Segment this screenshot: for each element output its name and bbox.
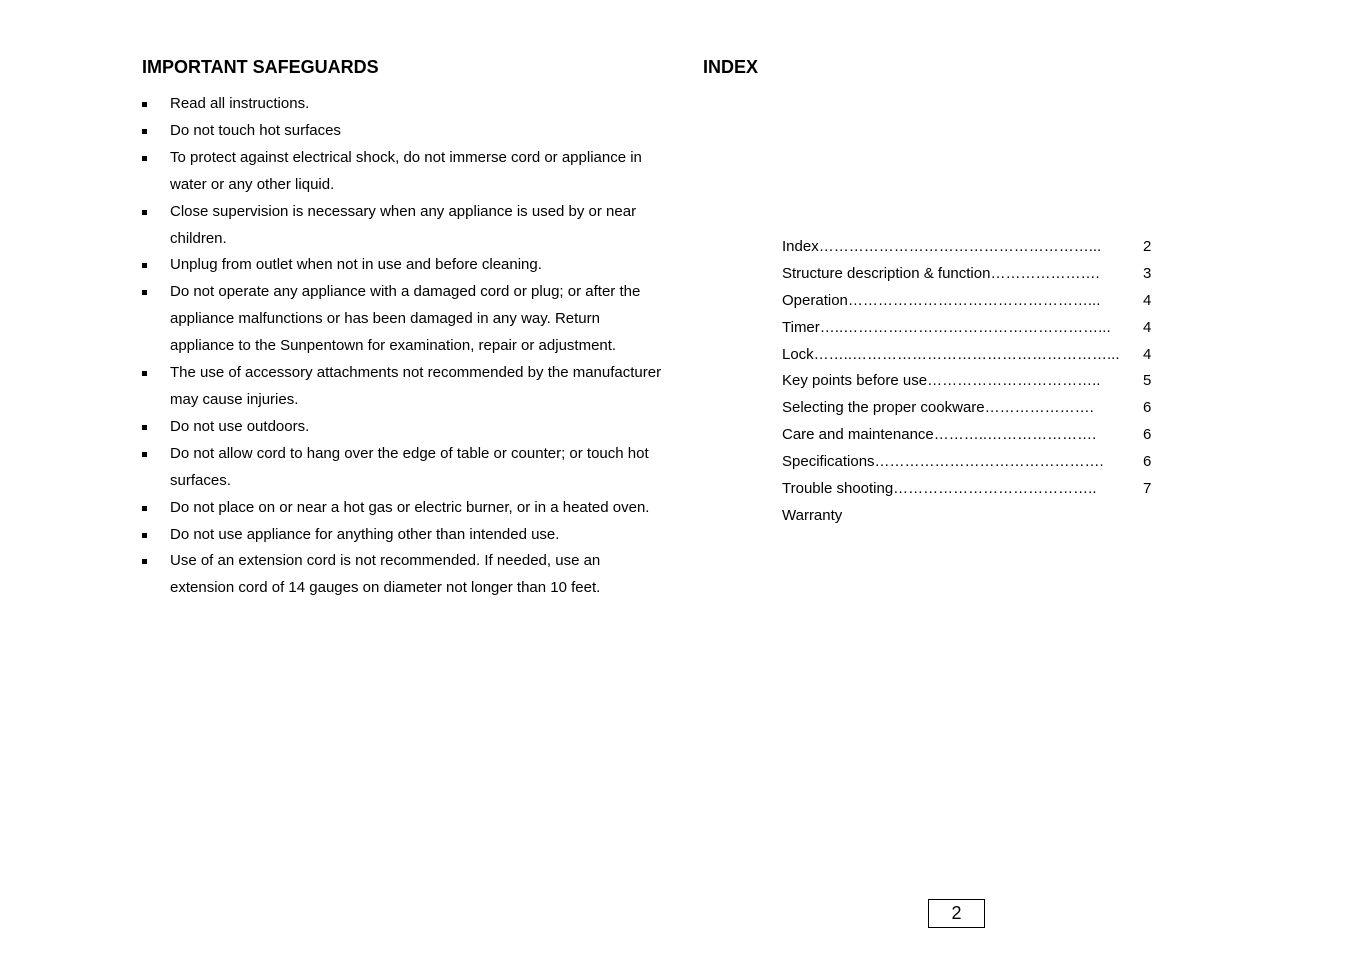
safeguard-text: Do not use appliance for anything other than intended use. [170, 525, 560, 543]
toc-entry [782, 234, 1162, 261]
bullet-icon [142, 506, 147, 511]
safeguard-item [142, 91, 662, 118]
toc-entry-label: Warranty [782, 506, 843, 524]
bullet-icon [142, 425, 147, 430]
safeguard-text: Do not operate any appliance with a damaged cord or plug; or after the appliance malfunctions or has been damaged in any way. Return appliance to the Sunpentown for examination, repair or adjustment. [170, 283, 641, 355]
toc-entry-label: Timer…..……………………………………………... [782, 318, 1111, 336]
toc-entry-label: Selecting the proper cookware…………………. [782, 399, 1094, 417]
toc-entry-page: 4 [1143, 291, 1152, 309]
safeguard-text: Read all instructions. [170, 95, 310, 112]
safeguards-list [142, 91, 662, 602]
safeguard-item [142, 199, 662, 253]
safeguard-text: Do not allow cord to hang over the edge of table or counter; or touch hot surfaces. [170, 444, 649, 489]
bullet-icon [142, 102, 147, 107]
toc-entry [782, 261, 1162, 288]
toc-entry-page: 4 [1143, 345, 1152, 363]
bullet-icon [142, 290, 147, 295]
toc-entry-page: 7 [1143, 480, 1152, 498]
safeguard-text: Do not touch hot surfaces [170, 121, 341, 139]
toc-entry [782, 422, 1162, 449]
toc-entry-page: 4 [1143, 318, 1152, 336]
index-table-of-contents [782, 234, 1162, 530]
toc-entry [782, 288, 1162, 315]
safeguard-text: Use of an extension cord is not recommended. If needed, use an extension cord of 14 gauges on diameter not longer than 10 feet. [170, 552, 601, 597]
toc-entry-label: Lock……..……………………………………………... [782, 345, 1120, 363]
toc-entry-page: 6 [1143, 399, 1152, 417]
page-number-box: 2 [928, 899, 985, 928]
safeguard-item [142, 495, 662, 522]
toc-entry [782, 368, 1162, 395]
toc-entry-page: 6 [1143, 453, 1152, 471]
toc-entry [782, 476, 1162, 503]
bullet-icon [142, 533, 147, 538]
safeguard-item [142, 522, 662, 549]
toc-entry [782, 342, 1162, 369]
safeguard-text: Do not place on or near a hot gas or electric burner, or in a heated oven. [170, 498, 650, 516]
toc-entry-label: Operation…………………………………………... [782, 291, 1101, 309]
toc-entry [782, 315, 1162, 342]
safeguard-item [142, 548, 662, 602]
toc-entry-label: Key points before use…………………………….. [782, 372, 1101, 390]
bullet-icon [142, 371, 147, 376]
bullet-icon [142, 559, 147, 564]
safeguard-item [142, 279, 662, 360]
safeguard-text: To protect against electrical shock, do not immerse cord or appliance in water or any other liquid. [170, 148, 642, 193]
toc-entry-label: Care and maintenance………..…………………. [782, 426, 1097, 444]
toc-entry-page: 6 [1143, 426, 1152, 444]
safeguard-item [142, 118, 662, 145]
toc-entry-label: Index………………………………………………... [782, 238, 1102, 255]
bullet-icon [142, 210, 147, 215]
safeguard-item [142, 145, 662, 199]
toc-entry-page: 3 [1143, 264, 1152, 282]
toc-entry [782, 449, 1162, 476]
toc-entry-page: 5 [1143, 372, 1152, 390]
bullet-icon [142, 263, 147, 268]
safeguard-item [142, 414, 662, 441]
toc-entry-label: Specifications………………………………………. [782, 453, 1104, 471]
toc-entry-label: Trouble shooting………………………………….. [782, 480, 1097, 498]
toc-entry [782, 503, 1162, 530]
safeguard-item [142, 441, 662, 495]
safeguard-text: The use of accessory attachments not recommended by the manufacturer may cause injuries. [170, 364, 662, 408]
toc-entry-label: Structure description & function…………………. [782, 264, 1100, 282]
safeguard-text: Close supervision is necessary when any appliance is used by or near children. [170, 202, 637, 247]
safeguard-item [142, 252, 662, 279]
bullet-icon [142, 452, 147, 457]
index-heading: INDEX [703, 57, 759, 77]
bullet-icon [142, 156, 147, 161]
safeguard-item [142, 360, 662, 414]
toc-entry-page: 2 [1143, 238, 1152, 255]
safeguard-text: Unplug from outlet when not in use and before cleaning. [170, 256, 542, 274]
safeguard-text: Do not use outdoors. [170, 417, 310, 435]
safeguards-heading: IMPORTANT SAFEGUARDS [142, 57, 379, 77]
bullet-icon [142, 129, 147, 134]
toc-entry [782, 395, 1162, 422]
